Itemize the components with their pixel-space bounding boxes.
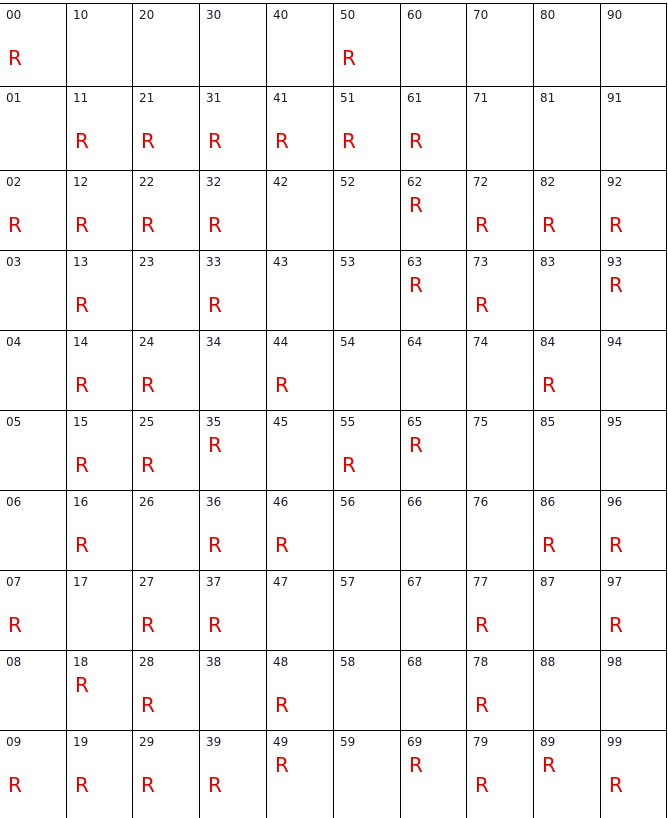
cell-label: 21 [139, 91, 155, 105]
cell-label: 65 [407, 415, 423, 429]
cell-label: 08 [6, 655, 22, 669]
grid-cell [0, 571, 67, 651]
cell-label: 32 [206, 175, 222, 189]
cell-mark: R [141, 613, 155, 637]
cell-label: 78 [473, 655, 489, 669]
grid-cell [133, 731, 200, 818]
cell-label: 33 [206, 255, 222, 269]
cell-label: 55 [340, 415, 356, 429]
grid-cell [267, 251, 334, 331]
grid-cell [67, 411, 133, 491]
grid-cell [401, 411, 467, 491]
cell-mark: R [208, 773, 222, 797]
grid-cell [0, 731, 67, 818]
grid-cell [401, 331, 467, 411]
grid-cell [601, 331, 667, 411]
grid-cell [334, 87, 401, 171]
cell-label: 81 [540, 91, 556, 105]
cell-label: 86 [540, 495, 556, 509]
cell-label: 96 [607, 495, 623, 509]
grid-cell [133, 171, 200, 251]
cell-mark: R [275, 373, 289, 397]
cell-mark: R [141, 373, 155, 397]
cell-label: 87 [540, 575, 556, 589]
grid-cell [267, 411, 334, 491]
grid-cell [200, 87, 267, 171]
cell-label: 07 [6, 575, 22, 589]
cell-mark: R [542, 753, 556, 777]
grid-cell [401, 491, 467, 571]
grid-cell [133, 411, 200, 491]
cell-label: 58 [340, 655, 356, 669]
cell-label: 40 [273, 8, 289, 22]
grid-cell [200, 651, 267, 731]
grid-cell [534, 571, 601, 651]
grid-cell [267, 3, 334, 87]
cell-label: 44 [273, 335, 289, 349]
cell-label: 09 [6, 735, 22, 749]
grid-cell [133, 491, 200, 571]
grid-cell [133, 331, 200, 411]
cell-label: 38 [206, 655, 222, 669]
grid-cell [67, 331, 133, 411]
cell-mark: R [141, 453, 155, 477]
grid-cell [467, 251, 534, 331]
cell-label: 89 [540, 735, 556, 749]
cell-mark: R [342, 129, 356, 153]
cell-label: 53 [340, 255, 356, 269]
cell-label: 91 [607, 91, 623, 105]
grid-cell [267, 331, 334, 411]
cell-label: 20 [139, 8, 155, 22]
grid-cell [200, 3, 267, 87]
grid-cell [67, 3, 133, 87]
cell-mark: R [409, 273, 423, 297]
grid-cell [67, 251, 133, 331]
grid-cell [467, 731, 534, 818]
cell-label: 23 [139, 255, 155, 269]
grid-cell [67, 571, 133, 651]
cell-mark: R [8, 213, 22, 237]
grid-cell [601, 251, 667, 331]
cell-label: 31 [206, 91, 222, 105]
grid-cell [267, 731, 334, 818]
cell-label: 94 [607, 335, 623, 349]
grid-cell [67, 731, 133, 818]
grid-cell [334, 571, 401, 651]
cell-mark: R [409, 193, 423, 217]
grid-cell [601, 731, 667, 818]
cell-label: 10 [73, 8, 89, 22]
cell-label: 22 [139, 175, 155, 189]
cell-label: 99 [607, 735, 623, 749]
cell-label: 50 [340, 8, 356, 22]
cell-mark: R [141, 693, 155, 717]
cell-mark: R [141, 773, 155, 797]
cell-label: 52 [340, 175, 356, 189]
grid-cell [601, 171, 667, 251]
cell-mark: R [275, 693, 289, 717]
cell-mark: R [208, 533, 222, 557]
cell-label: 68 [407, 655, 423, 669]
cell-mark: R [75, 773, 89, 797]
cell-label: 39 [206, 735, 222, 749]
grid-cell [601, 411, 667, 491]
cell-mark: R [141, 213, 155, 237]
cell-mark: R [275, 753, 289, 777]
cell-label: 47 [273, 575, 289, 589]
grid-cell [467, 411, 534, 491]
cell-mark: R [475, 213, 489, 237]
cell-mark: R [75, 373, 89, 397]
cell-label: 46 [273, 495, 289, 509]
cell-label: 13 [73, 255, 89, 269]
cell-label: 83 [540, 255, 556, 269]
grid-cell [467, 171, 534, 251]
cell-label: 24 [139, 335, 155, 349]
grid-cell [133, 571, 200, 651]
grid-cell [0, 251, 67, 331]
cell-label: 88 [540, 655, 556, 669]
cell-label: 79 [473, 735, 489, 749]
cell-mark: R [542, 533, 556, 557]
cell-mark: R [609, 213, 623, 237]
grid-cell [334, 491, 401, 571]
grid-cell [200, 731, 267, 818]
cell-label: 61 [407, 91, 423, 105]
grid-cell [534, 251, 601, 331]
cell-label: 56 [340, 495, 356, 509]
cell-mark: R [475, 773, 489, 797]
grid-cell [200, 491, 267, 571]
cell-label: 43 [273, 255, 289, 269]
cell-label: 95 [607, 415, 623, 429]
grid-cell [200, 411, 267, 491]
cell-mark: R [609, 273, 623, 297]
cell-label: 45 [273, 415, 289, 429]
cell-label: 77 [473, 575, 489, 589]
grid-cell [467, 571, 534, 651]
cell-label: 72 [473, 175, 489, 189]
grid-cell [0, 411, 67, 491]
cell-mark: R [8, 46, 22, 70]
cell-label: 92 [607, 175, 623, 189]
grid-cell [534, 331, 601, 411]
grid-cell [67, 87, 133, 171]
grid-cell [467, 3, 534, 87]
grid-cell [601, 87, 667, 171]
cell-label: 17 [73, 575, 89, 589]
grid-cell [401, 651, 467, 731]
cell-label: 62 [407, 175, 423, 189]
cell-label: 97 [607, 575, 623, 589]
cell-label: 48 [273, 655, 289, 669]
cell-label: 00 [6, 8, 22, 22]
grid-cell [267, 171, 334, 251]
cell-label: 03 [6, 255, 22, 269]
cell-mark: R [208, 613, 222, 637]
grid-cell [334, 331, 401, 411]
cell-label: 27 [139, 575, 155, 589]
cell-mark: R [208, 433, 222, 457]
cell-mark: R [475, 293, 489, 317]
cell-mark: R [75, 533, 89, 557]
cell-label: 14 [73, 335, 89, 349]
grid-cell [467, 651, 534, 731]
cell-mark: R [75, 129, 89, 153]
grid-cell [267, 491, 334, 571]
cell-label: 41 [273, 91, 289, 105]
cell-label: 16 [73, 495, 89, 509]
grid-cell [334, 3, 401, 87]
cell-label: 85 [540, 415, 556, 429]
cell-mark: R [8, 773, 22, 797]
cell-mark: R [208, 213, 222, 237]
cell-mark: R [342, 453, 356, 477]
grid-cell [200, 331, 267, 411]
cell-mark: R [141, 129, 155, 153]
cell-label: 34 [206, 335, 222, 349]
grid-cell [334, 411, 401, 491]
grid-cell [0, 87, 67, 171]
cell-label: 01 [6, 91, 22, 105]
grid-cell [334, 171, 401, 251]
grid-cell [133, 651, 200, 731]
cell-mark: R [75, 213, 89, 237]
cell-label: 15 [73, 415, 89, 429]
grid-cell [534, 731, 601, 818]
cell-label: 06 [6, 495, 22, 509]
grid-cell [200, 171, 267, 251]
cell-label: 37 [206, 575, 222, 589]
grid-cell [534, 411, 601, 491]
cell-mark: R [75, 453, 89, 477]
cell-label: 51 [340, 91, 356, 105]
cell-mark: R [409, 433, 423, 457]
cell-mark: R [275, 129, 289, 153]
grid-cell [0, 491, 67, 571]
cell-label: 93 [607, 255, 623, 269]
cell-label: 11 [73, 91, 89, 105]
cell-mark: R [275, 533, 289, 557]
grid-cell [0, 651, 67, 731]
grid-cell [534, 491, 601, 571]
grid-cell [133, 251, 200, 331]
grid-cell [401, 87, 467, 171]
grid-cell [67, 651, 133, 731]
grid-cell [0, 3, 67, 87]
cell-label: 66 [407, 495, 423, 509]
cell-label: 82 [540, 175, 556, 189]
cell-label: 49 [273, 735, 289, 749]
cell-mark: R [409, 129, 423, 153]
cell-label: 71 [473, 91, 489, 105]
cell-label: 05 [6, 415, 22, 429]
grid-cell [601, 571, 667, 651]
cell-mark: R [208, 129, 222, 153]
cell-label: 18 [73, 655, 89, 669]
grid-cell [200, 251, 267, 331]
cell-label: 26 [139, 495, 155, 509]
cell-mark: R [609, 773, 623, 797]
grid-cell [133, 3, 200, 87]
cell-label: 69 [407, 735, 423, 749]
grid-cell [467, 87, 534, 171]
grid-cell [401, 731, 467, 818]
grid-cell [534, 171, 601, 251]
grid-cell [467, 491, 534, 571]
cell-label: 90 [607, 8, 623, 22]
grid-cell [334, 651, 401, 731]
cell-label: 28 [139, 655, 155, 669]
cell-label: 60 [407, 8, 423, 22]
cell-label: 73 [473, 255, 489, 269]
cell-label: 25 [139, 415, 155, 429]
grid-cell [0, 171, 67, 251]
grid-cell [401, 571, 467, 651]
cell-label: 19 [73, 735, 89, 749]
cell-label: 30 [206, 8, 222, 22]
cell-label: 70 [473, 8, 489, 22]
grid-cell [601, 651, 667, 731]
cell-mark: R [409, 753, 423, 777]
cell-label: 76 [473, 495, 489, 509]
grid-cell [601, 491, 667, 571]
grid-cell [534, 87, 601, 171]
cell-label: 63 [407, 255, 423, 269]
grid-cell [534, 651, 601, 731]
cell-label: 64 [407, 335, 423, 349]
grid-cell [334, 251, 401, 331]
grid-cell [534, 3, 601, 87]
cell-mark: R [342, 46, 356, 70]
cell-mark: R [542, 373, 556, 397]
cell-mark: R [475, 693, 489, 717]
grid-cell [401, 171, 467, 251]
cell-label: 02 [6, 175, 22, 189]
grid-cell [67, 491, 133, 571]
grid-cell [267, 87, 334, 171]
cell-label: 57 [340, 575, 356, 589]
cell-label: 54 [340, 335, 356, 349]
grid-cell [401, 251, 467, 331]
cell-label: 42 [273, 175, 289, 189]
cell-label: 84 [540, 335, 556, 349]
cell-label: 75 [473, 415, 489, 429]
cell-label: 98 [607, 655, 623, 669]
grid-cell [467, 331, 534, 411]
grid-cell [133, 87, 200, 171]
grid-cell [601, 3, 667, 87]
cell-label: 67 [407, 575, 423, 589]
grid-cell [67, 171, 133, 251]
grid-cell [267, 651, 334, 731]
cell-label: 12 [73, 175, 89, 189]
cell-mark: R [609, 533, 623, 557]
grid-cell [200, 571, 267, 651]
cell-mark: R [542, 213, 556, 237]
cell-mark: R [609, 613, 623, 637]
cell-mark: R [75, 293, 89, 317]
cell-label: 74 [473, 335, 489, 349]
cell-label: 04 [6, 335, 22, 349]
cell-mark: R [8, 613, 22, 637]
cell-mark: R [208, 293, 222, 317]
cell-label: 36 [206, 495, 222, 509]
cell-label: 29 [139, 735, 155, 749]
cell-label: 35 [206, 415, 222, 429]
cell-mark: R [475, 613, 489, 637]
cell-label: 80 [540, 8, 556, 22]
cell-label: 59 [340, 735, 356, 749]
cell-mark: R [75, 673, 89, 697]
grid-cell [334, 731, 401, 818]
grid-cell [0, 331, 67, 411]
grid-cell [267, 571, 334, 651]
grid-cell [401, 3, 467, 87]
